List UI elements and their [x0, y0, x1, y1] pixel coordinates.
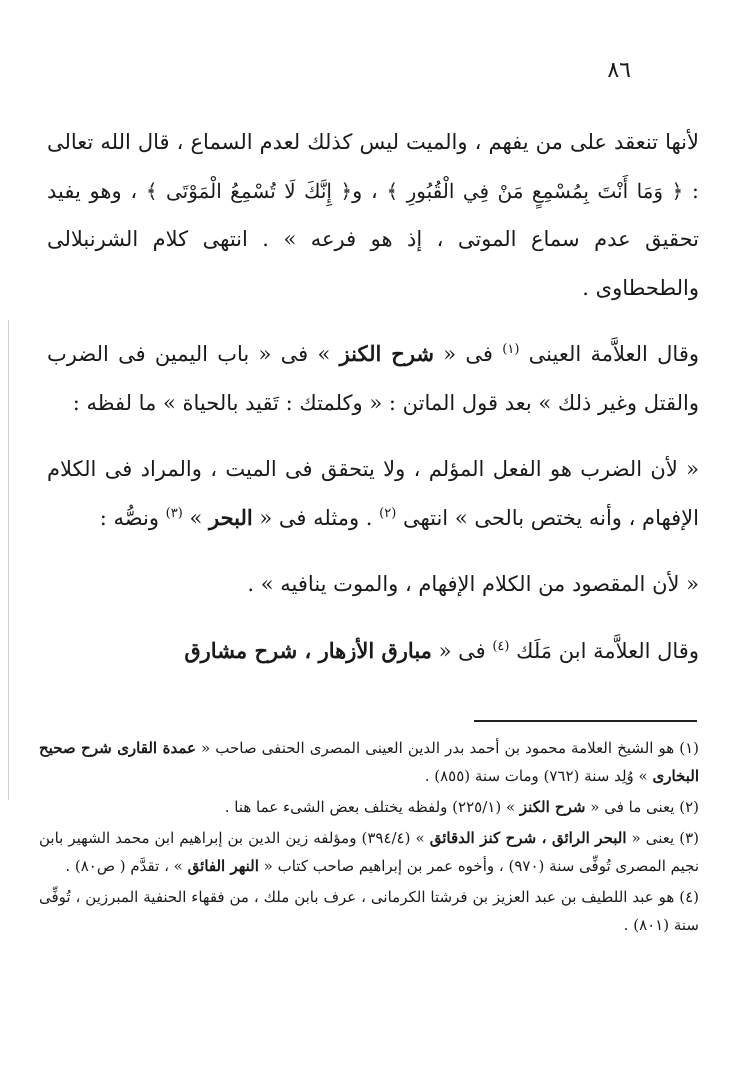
p4-text: « لأن المقصود من الكلام الإفهام ، والموت ينافيه » .: [247, 572, 699, 596]
p3-text-c: »: [182, 505, 210, 530]
fn2-text-b: » (٢٢٥/١) ولفظه يختلف بعض الشىء عما هنا .: [224, 798, 520, 816]
fn4-text: (٤) هو عبد اللطيف بن عبد العزيز بن فرشتا الكرمانى ، عرف بابن ملك ، من فقهاء الحنفية المبرزين ، تُوفِّى سنة (٨٠١) .: [39, 888, 699, 934]
fn2-text-a: (٢) يعنى ما فى «: [585, 798, 699, 816]
fn3-book-title-2: النهر الفائق: [187, 857, 259, 875]
p3-text-b: . ومثله فى «: [252, 505, 380, 530]
fn1-text-b: » وُلِد سنة (٧٦٢) ومات سنة (٨٥٥) .: [424, 767, 653, 785]
p1-text-b: ، و: [352, 178, 387, 203]
fn2-book-title: شرح الكنز: [519, 798, 586, 816]
p1-text-a: لأنها تنعقد على من يفهم ، والميت ليس كذلك لعدم السماع ، قال الله تعالى :: [47, 130, 699, 203]
footnote-separator: [474, 720, 697, 722]
p2-text-b: فى «: [434, 342, 503, 366]
p2-text-c: » فى « باب اليمين فى الضرب والقتل وغير ذلك » بعد قول الماتن : « وكلمتك : تَقيد بالحياة » ما لفظه :: [47, 342, 699, 415]
footnote-ref-4: (٤): [492, 638, 510, 654]
book-title-albahr: البحر: [209, 504, 253, 530]
book-title-sharh-alkanz: شرح الكنز: [339, 341, 435, 366]
fn1-text-a: (١) هو الشيخ العلامة محمود بن أحمد بدر الدين العينى المصرى الحنفى صاحب «: [195, 739, 699, 757]
paragraph-1: [47, 118, 699, 312]
paragraph-5: [47, 627, 699, 676]
fn3-text-b: » (٣٩٤/٤) ومؤلفه زين الدين بن إبراهيم ابن محمد الشهير بابن نجيم المصرى تُوفِّى سنة (٩٧٠) ، وأخوه عمر بن إبراهيم صاحب كتاب «: [39, 829, 699, 875]
book-title-mabariq: مبارق الأزهار ، شرح مشارق: [184, 637, 432, 663]
footnote-3: [39, 824, 699, 880]
footnote-4: [39, 883, 699, 939]
page-number: ٨٦: [607, 58, 631, 83]
footnote-ref-2: (٢): [379, 505, 397, 521]
p3-text-a: « لأن الضرب هو الفعل المؤلم ، ولا يتحقق فى الميت ، والمراد فى الكلام الإفهام ، وأنه يختص بالحى » انتهى: [47, 457, 699, 530]
fn3-book-title-1: البحر الرائق ، شرح كنز الدقائق: [429, 829, 627, 847]
footnote-ref-1: (١): [502, 342, 520, 357]
p1-text-c: ، وهو يفيد تحقيق عدم سماع الموتى ، إذ هو فرعه » . انتهى كلام الشرنبلالى والطحطاوى .: [47, 178, 699, 300]
p2-text-a: وقال العلاَّمة العينى: [519, 342, 700, 366]
quran-verse-1: ﴿ وَمَا أَنْتَ بِمُسْمِعٍ مَنْ فِي الْقُبُورِ ﴾: [386, 178, 684, 203]
p5-text-b: فى «: [431, 638, 493, 663]
footnote-ref-3: (٣): [165, 505, 183, 521]
paragraph-3: [47, 445, 699, 542]
p5-text-a: وقال العلاَّمة ابن مَلَك: [509, 638, 699, 663]
main-text: [47, 118, 699, 675]
fn3-text-c: » ، تقدَّم ( ص٨٠) .: [65, 857, 188, 875]
footnotes: [39, 734, 699, 942]
footnote-2: [39, 793, 699, 821]
fn3-text-a: (٣) يعنى «: [626, 829, 699, 847]
paragraph-2: [47, 330, 699, 427]
scan-margin-line: [8, 320, 9, 800]
p3-text-d: ونصُّه :: [99, 505, 166, 530]
footnote-1: [39, 734, 699, 790]
fn1-book-title: عمدة القارى شرح صحيح البخارى: [39, 739, 699, 785]
quran-verse-2: ﴿ إِنَّكَ لَا تُسْمِعُ الْمَوْتَى ﴾: [145, 178, 353, 203]
paragraph-4: [47, 560, 699, 609]
